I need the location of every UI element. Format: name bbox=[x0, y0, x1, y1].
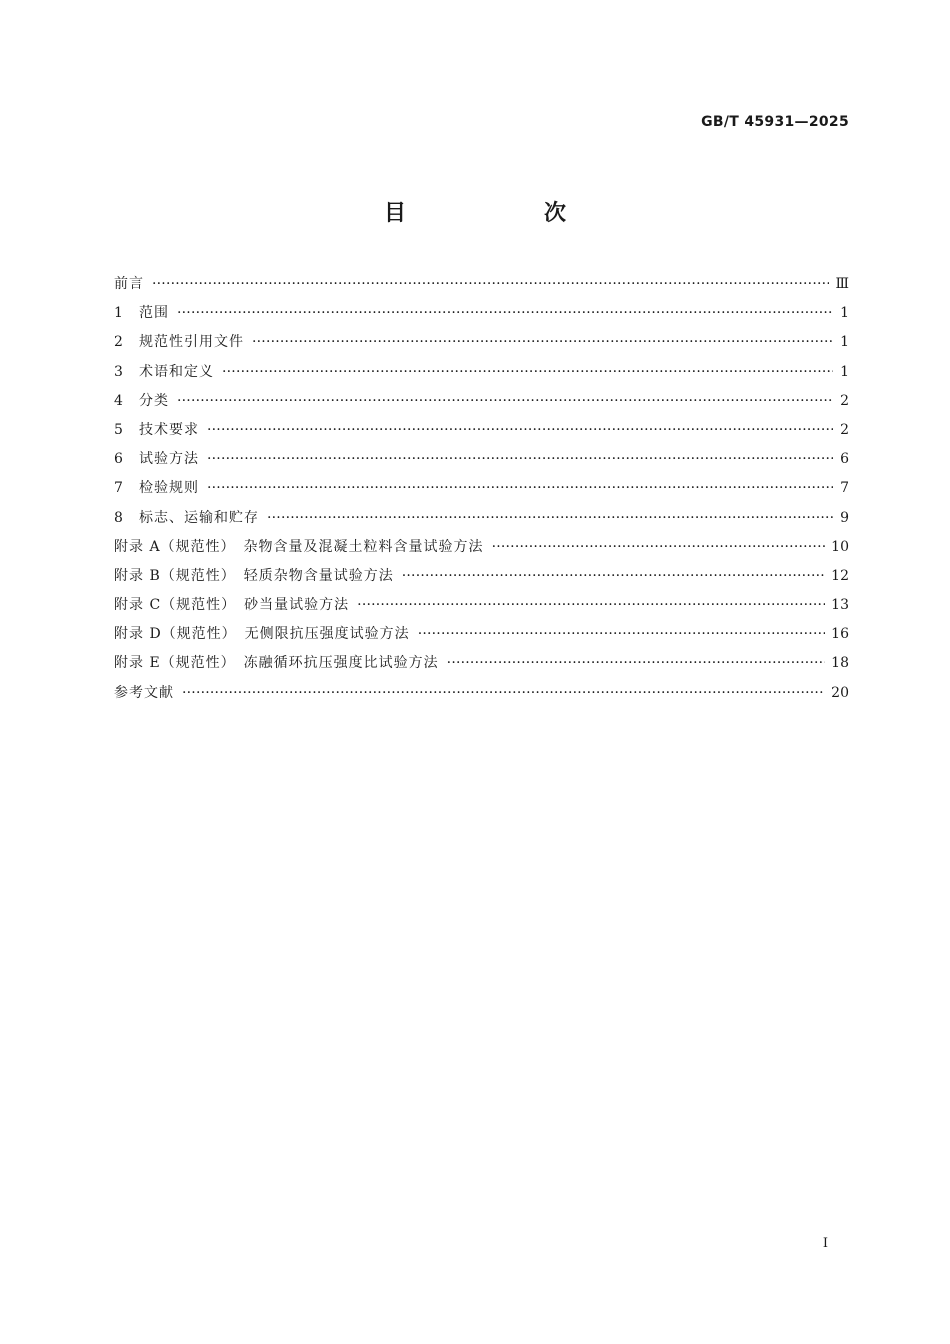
toc-label: 附录 E（规范性） 冻融循环抗压强度比试验方法 bbox=[114, 655, 439, 672]
toc-entry-2[interactable] bbox=[114, 328, 849, 357]
toc-page-number: 18 bbox=[831, 655, 849, 672]
toc-entry-1[interactable] bbox=[114, 299, 849, 328]
dot-leader bbox=[418, 620, 825, 649]
toc-entry-bibliography[interactable] bbox=[114, 679, 849, 708]
toc-entry-annex-b[interactable] bbox=[114, 562, 849, 591]
dot-leader bbox=[207, 474, 833, 503]
toc-entry-annex-d[interactable] bbox=[114, 620, 849, 649]
toc-label: 分类 bbox=[139, 392, 169, 409]
toc-section-number: 8 bbox=[114, 509, 123, 526]
toc-label: 规范性引用文件 bbox=[139, 334, 244, 351]
toc-page-number: 13 bbox=[831, 597, 849, 614]
dot-leader bbox=[152, 270, 829, 299]
toc-page-number: 1 bbox=[840, 305, 849, 322]
toc-label: 术语和定义 bbox=[139, 363, 214, 380]
toc-label: 范围 bbox=[139, 305, 169, 322]
page-folio: Ⅰ bbox=[822, 1236, 828, 1251]
toc-page-number: 9 bbox=[840, 509, 849, 526]
toc-label: 检验规则 bbox=[139, 480, 199, 497]
dot-leader bbox=[252, 328, 833, 357]
toc-label: 标志、运输和贮存 bbox=[139, 509, 259, 526]
toc-page-number: 7 bbox=[840, 480, 849, 497]
toc-page-number: 6 bbox=[840, 451, 849, 468]
toc-label: 附录 A（规范性） 杂物含量及混凝土粒料含量试验方法 bbox=[114, 538, 484, 555]
toc-section-number: 7 bbox=[114, 480, 123, 497]
toc-entry-3[interactable] bbox=[114, 358, 849, 387]
dot-leader bbox=[177, 387, 833, 416]
dot-leader bbox=[447, 649, 826, 678]
dot-leader bbox=[402, 562, 825, 591]
dot-leader bbox=[177, 299, 833, 328]
dot-leader bbox=[222, 358, 833, 387]
toc-label: 前言 bbox=[114, 276, 144, 292]
toc-page-number: 12 bbox=[831, 567, 849, 584]
dot-leader bbox=[182, 679, 825, 708]
toc-entry-foreword[interactable] bbox=[114, 270, 849, 299]
dot-leader bbox=[207, 445, 833, 474]
toc-section-number: 2 bbox=[114, 334, 123, 351]
toc-page-number: 2 bbox=[840, 421, 849, 438]
toc-page-number: 1 bbox=[840, 334, 849, 351]
toc-entry-annex-e[interactable] bbox=[114, 649, 849, 678]
toc-page-number: 10 bbox=[831, 538, 849, 555]
dot-leader bbox=[357, 591, 825, 620]
toc-label: 试验方法 bbox=[139, 451, 199, 468]
toc-entry-6[interactable] bbox=[114, 445, 849, 474]
toc-page-number: 16 bbox=[831, 626, 849, 643]
toc-page-number: 1 bbox=[840, 363, 849, 380]
table-of-contents bbox=[114, 270, 849, 708]
toc-label: 附录 C（规范性） 砂当量试验方法 bbox=[114, 597, 350, 614]
toc-page-number: 2 bbox=[840, 392, 849, 409]
toc-label: 附录 B（规范性） 轻质杂物含量试验方法 bbox=[114, 567, 394, 584]
toc-entry-annex-c[interactable] bbox=[114, 591, 849, 620]
toc-entry-4[interactable] bbox=[114, 387, 849, 416]
standard-number: GB/T 45931—2025 bbox=[701, 114, 849, 130]
toc-entry-5[interactable] bbox=[114, 416, 849, 445]
page-title: 目 次 bbox=[383, 201, 624, 226]
toc-entry-annex-a[interactable] bbox=[114, 533, 849, 562]
toc-label: 参考文献 bbox=[114, 684, 174, 701]
toc-section-number: 6 bbox=[114, 451, 123, 468]
toc-section-number: 5 bbox=[114, 421, 123, 438]
toc-section-number: 1 bbox=[114, 305, 123, 322]
dot-leader bbox=[492, 533, 826, 562]
dot-leader bbox=[267, 504, 833, 533]
toc-label: 技术要求 bbox=[139, 421, 199, 438]
dot-leader bbox=[207, 416, 833, 445]
toc-section-number: 3 bbox=[114, 363, 123, 380]
toc-page-number: 20 bbox=[831, 684, 849, 701]
toc-entry-8[interactable] bbox=[114, 504, 849, 533]
toc-label: 附录 D（规范性） 无侧限抗压强度试验方法 bbox=[114, 626, 410, 643]
toc-entry-7[interactable] bbox=[114, 474, 849, 503]
toc-page-number: Ⅲ bbox=[835, 276, 849, 292]
toc-section-number: 4 bbox=[114, 392, 123, 409]
